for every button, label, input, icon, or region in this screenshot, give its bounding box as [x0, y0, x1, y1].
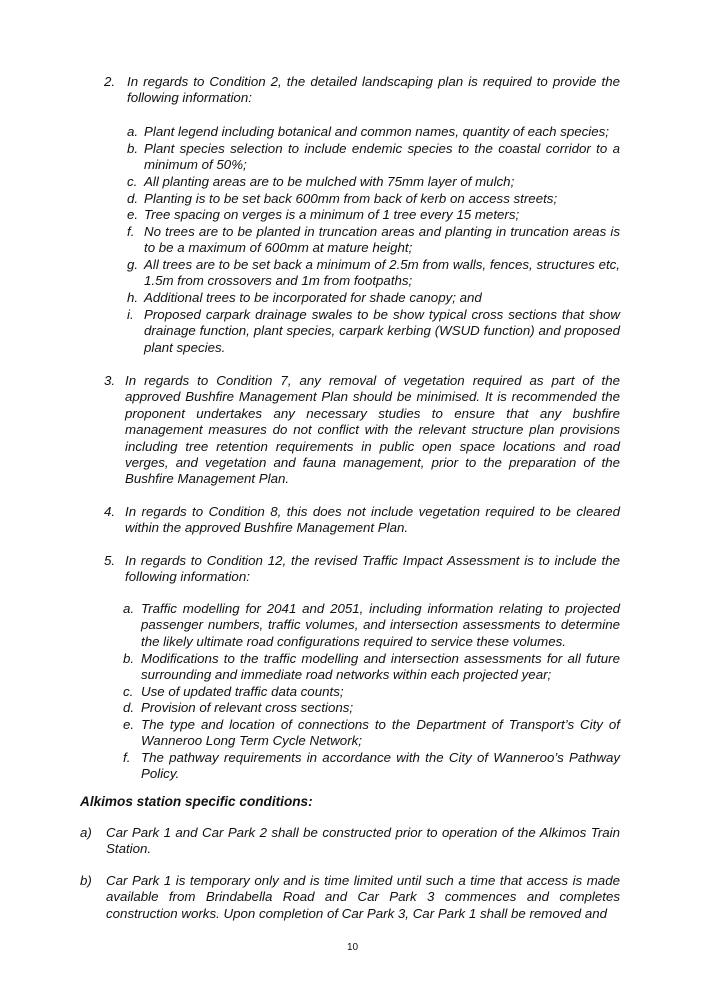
- sub-letter: d.: [127, 191, 139, 206]
- sub-text: Tree spacing on verges is a minimum of 1 tree every 15 meters;: [144, 207, 520, 222]
- sub-letter: b.: [123, 651, 135, 666]
- sub-letter: i.: [127, 307, 134, 322]
- sub-text: The type and location of connections to the Department of Transport’s City of Wanneroo Long Term Cycle Network;: [141, 717, 620, 749]
- condition-letter: b): [80, 873, 92, 888]
- condition-text: Car Park 1 and Car Park 2 shall be constructed prior to operation of the Alkimos Train Station.: [106, 825, 620, 857]
- sub-letter: d.: [123, 700, 135, 715]
- sub-text: Use of updated traffic data counts;: [141, 684, 344, 699]
- sub-letter: f.: [127, 224, 135, 239]
- sub-letter: h.: [127, 290, 139, 305]
- sub-letter: e.: [127, 207, 139, 222]
- sub-text: Proposed carpark drainage swales to be show typical cross sections that show drainage function, plant species, carpark kerbing (WSUD function) and proposed plant species.: [144, 307, 620, 355]
- sub-text: Plant species selection to include endemic species to the coastal corridor to a minimum of 50%;: [144, 141, 620, 173]
- condition-text: Car Park 1 is temporary only and is time limited until such a time that access is made available from Brindabella Road and Car Park 3 commences and completes construction works. Upon completion of Car Park 3, Car Park 1 shall be removed and: [106, 873, 620, 921]
- sub-letter: a.: [127, 124, 139, 139]
- sub-text: No trees are to be planted in truncation areas and planting in truncation areas is to be a maximum of 600mm at mature height;: [144, 224, 620, 256]
- item-number: 2.: [104, 74, 116, 89]
- condition-letter: a): [80, 825, 92, 840]
- item-number: 5.: [104, 553, 116, 568]
- sub-text: Provision of relevant cross sections;: [141, 700, 354, 715]
- sub-text: All trees are to be set back a minimum of 2.5m from walls, fences, structures etc, 1.5m from crossovers and 1m from footpaths;: [144, 257, 620, 289]
- sub-text: Plant legend including botanical and common names, quantity of each species;: [144, 124, 609, 139]
- sub-text: The pathway requirements in accordance with the City of Wanneroo’s Pathway Policy.: [141, 750, 620, 782]
- sub-text: Planting is to be set back 600mm from back of kerb on access streets;: [144, 191, 558, 206]
- sub-text: Modifications to the traffic modelling and intersection assessments for all future surrounding and immediate road networks within each projected year;: [141, 651, 620, 683]
- sub-letter: a.: [123, 601, 135, 616]
- sub-text: Traffic modelling for 2041 and 2051, including information relating to projected passenger numbers, traffic volumes, and intersection assessments to determine the likely ultimate road configurations required to service these volumes.: [141, 601, 620, 649]
- item-number: 4.: [104, 504, 116, 519]
- sub-text: Additional trees to be incorporated for shade canopy; and: [144, 290, 482, 305]
- sub-letter: b.: [127, 141, 139, 156]
- sub-letter: c.: [123, 684, 134, 699]
- sub-letter: g.: [127, 257, 139, 272]
- item-text: In regards to Condition 2, the detailed landscaping plan is required to provide the following information:: [127, 74, 620, 106]
- item-text: In regards to Condition 7, any removal of vegetation required as part of the approved Bushfire Management Plan should be minimised. It is recommended the proponent undertakes any necessary studies to ensure that any bushfire management measures do not conflict with the relevant structure plan provisions including tree retention requirements in public open space locations and road verges, and vegetation and fauna management, prior to the preparation of the Bushfire Management Plan.: [125, 373, 620, 487]
- item-number: 3.: [104, 373, 116, 388]
- item-text: In regards to Condition 8, this does not include vegetation required to be cleared within the approved Bushfire Management Plan.: [125, 504, 620, 536]
- sub-letter: c.: [127, 174, 138, 189]
- sub-letter: f.: [123, 750, 131, 765]
- item-text: In regards to Condition 12, the revised Traffic Impact Assessment is to include the following information:: [125, 553, 620, 585]
- section-heading: Alkimos station specific conditions:: [80, 794, 313, 809]
- sub-letter: e.: [123, 717, 135, 732]
- sub-text: All planting areas are to be mulched with 75mm layer of mulch;: [144, 174, 515, 189]
- page-number: 10: [346, 942, 359, 953]
